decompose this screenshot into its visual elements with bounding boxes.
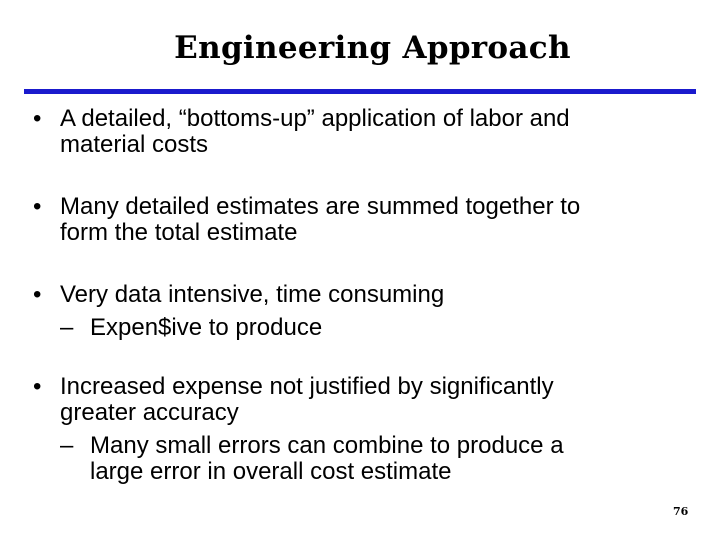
bullet-line: form the total estimate	[60, 219, 298, 246]
bullet-line: material costs	[60, 131, 209, 158]
sub-bullet-4	[60, 433, 564, 485]
bullet-text	[60, 374, 700, 426]
bullet-item-3	[33, 282, 700, 308]
bullet-marker: •	[33, 105, 42, 132]
sub-bullet-line: Expen$ive to produce	[90, 314, 323, 341]
bullet-item-1	[33, 106, 700, 158]
page-number: 76	[673, 505, 689, 518]
sub-bullet-3	[60, 315, 322, 341]
bullet-marker: •	[33, 193, 42, 220]
bullet-item-2	[33, 194, 700, 246]
bullet-marker: •	[33, 281, 42, 308]
bullet-line: Increased expense not justified by significantly	[60, 373, 554, 400]
bullet-text	[60, 194, 700, 246]
title-underline	[24, 89, 696, 94]
bullet-line: Many detailed estimates are summed together to	[60, 193, 581, 220]
bullet-line: A detailed, “bottoms-up” application of labor and	[60, 105, 570, 132]
sub-bullet-dash: –	[60, 432, 74, 459]
sub-bullet-line: Many small errors can combine to produce a	[90, 432, 564, 459]
bullet-line: greater accuracy	[60, 399, 239, 426]
slide-title: Engineering Approach	[174, 30, 571, 66]
bullet-item-4	[33, 374, 700, 426]
bullet-text	[60, 106, 700, 158]
bullet-line: Very data intensive, time consuming	[60, 281, 445, 308]
sub-bullet-dash: –	[60, 314, 74, 341]
bullet-text	[60, 282, 700, 308]
sub-bullet-line: large error in overall cost estimate	[90, 458, 452, 485]
bullet-marker: •	[33, 373, 42, 400]
